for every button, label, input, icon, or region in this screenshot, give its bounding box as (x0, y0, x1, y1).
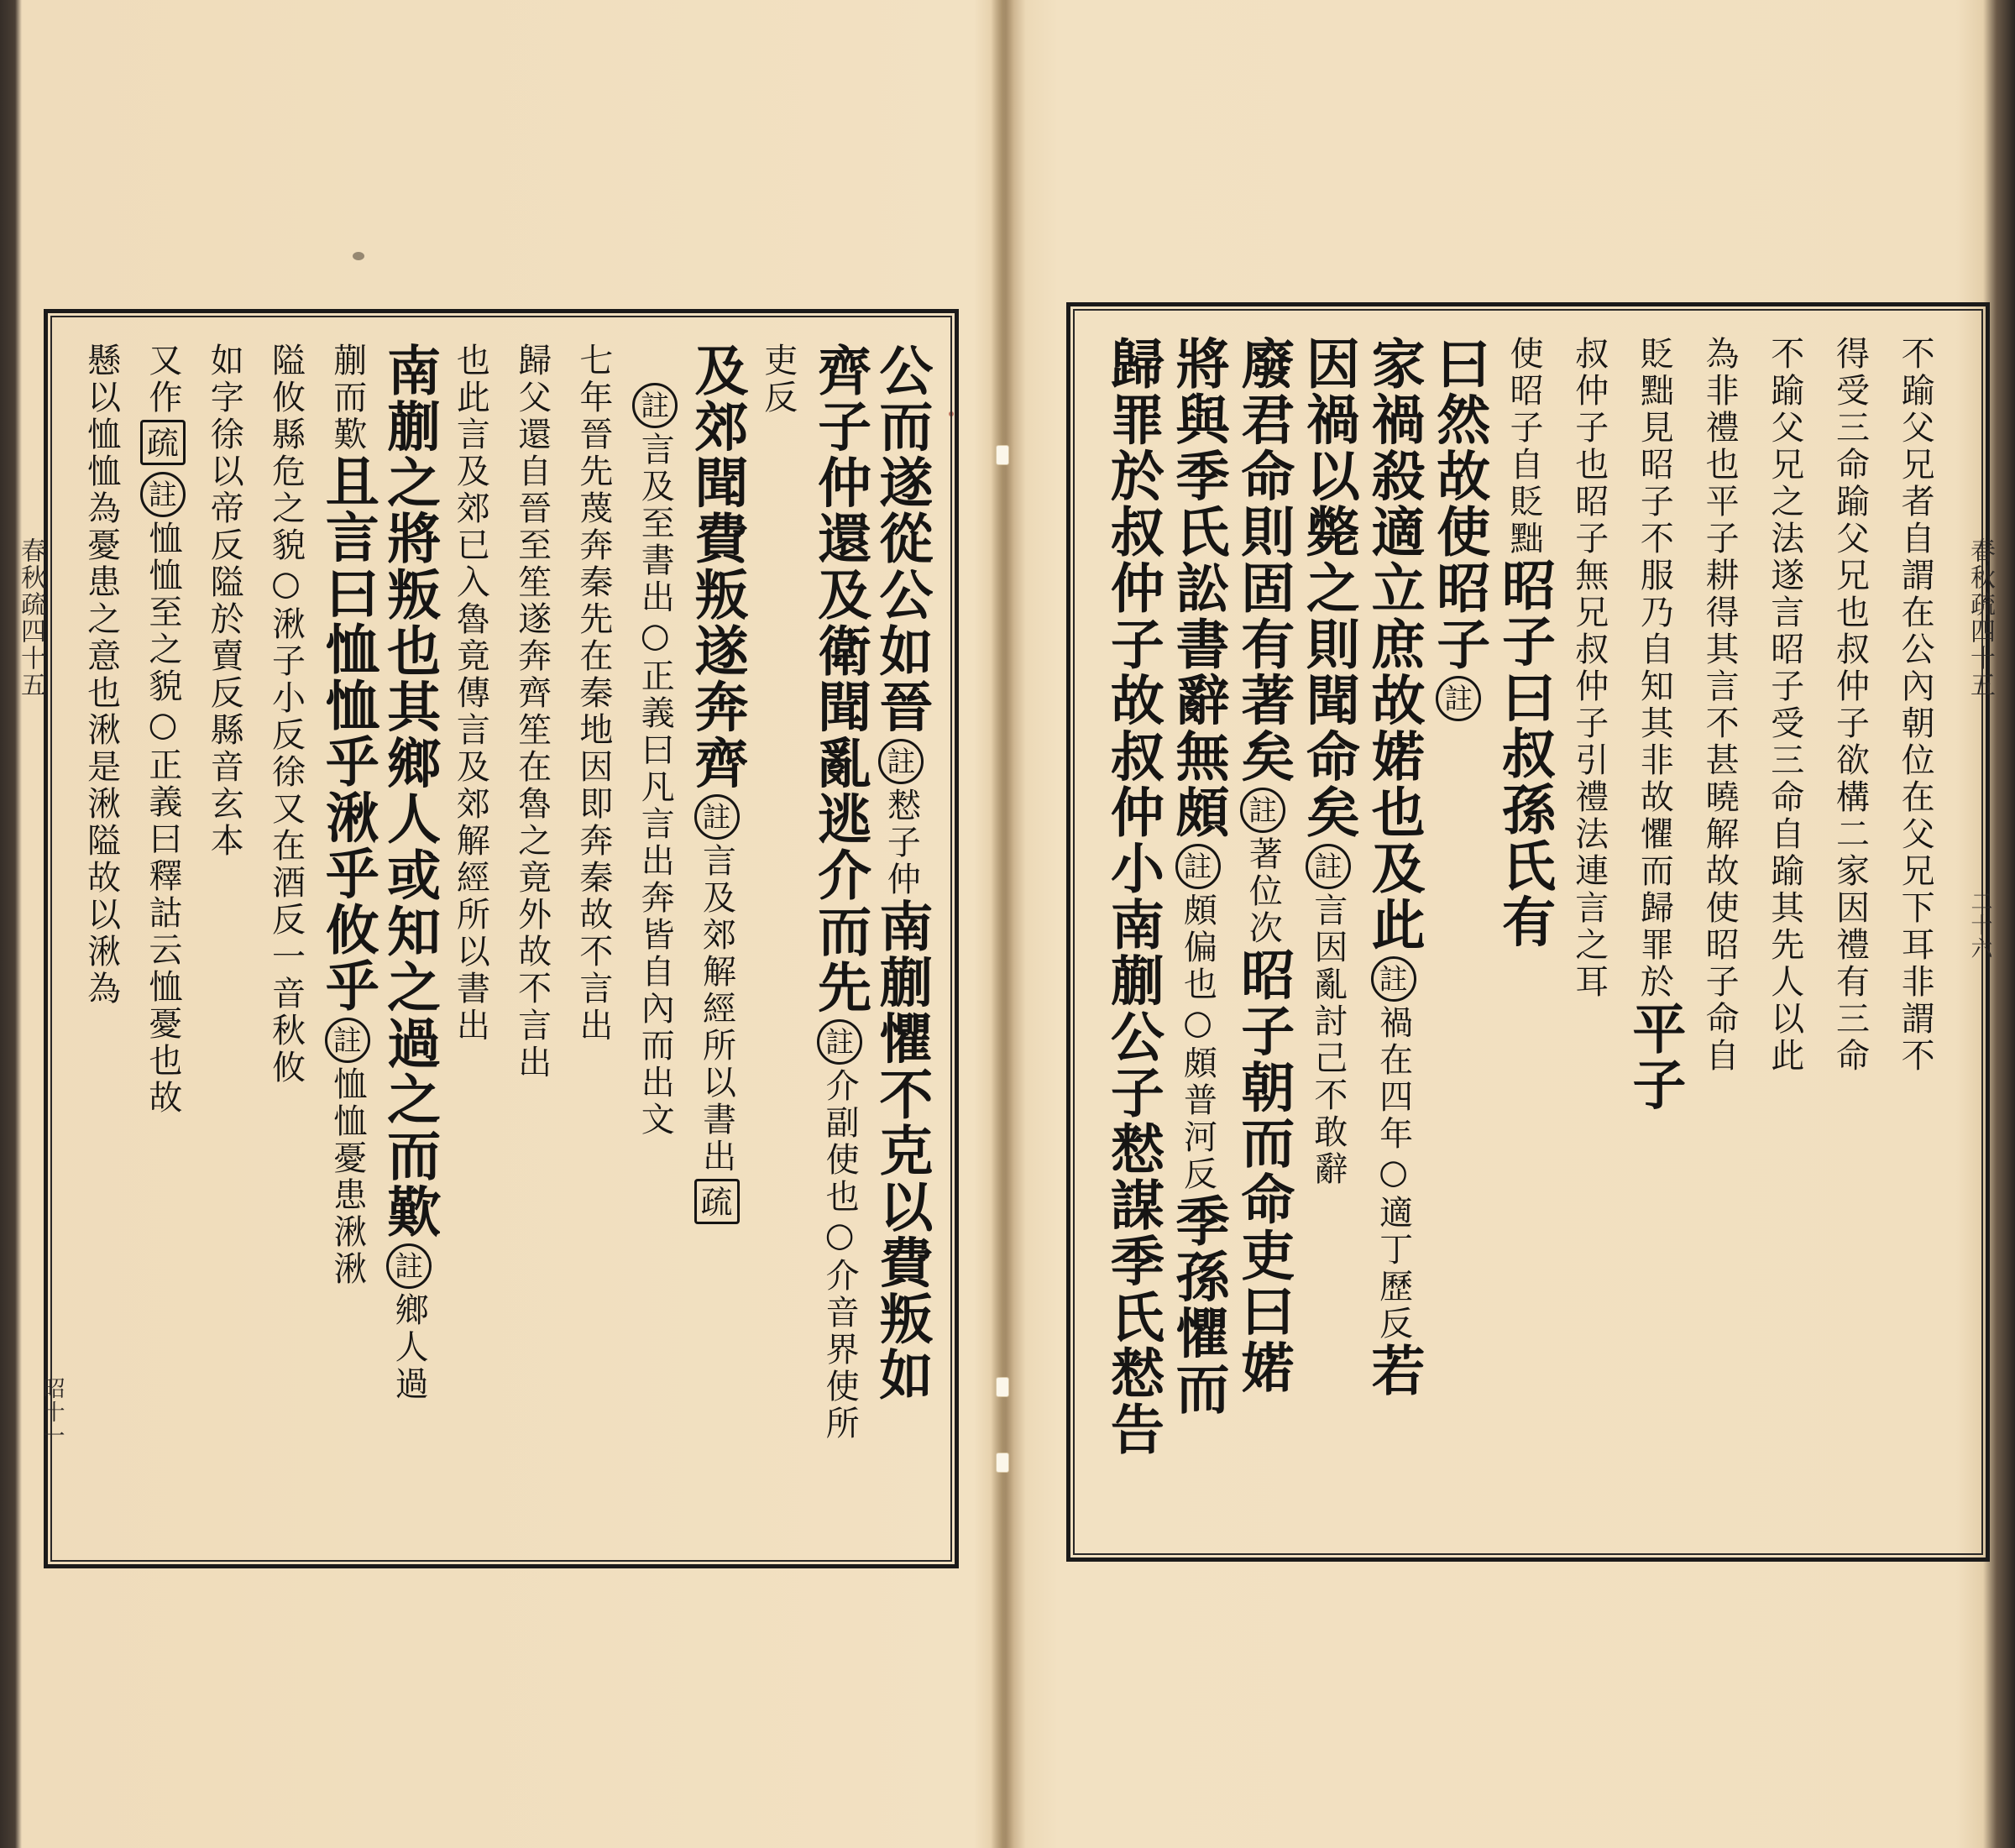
segment-text: 季孫懼而 (1166, 1193, 1230, 1418)
commentary-text-segment (879, 788, 923, 898)
segment-text: 且言曰恤恤乎湫乎攸乎 (316, 453, 379, 1014)
segment-text: 言因亂討己不敢辭 (1308, 893, 1348, 1189)
commentary-text-segment (1502, 336, 1546, 558)
commentary-marker: 註 (1371, 956, 1416, 1002)
segment-text: 恤恤至之貌○正義曰釋詁云恤憂也故 (143, 521, 182, 1117)
commentary-marker: 註 (694, 794, 740, 840)
commentary-text-segment (1828, 336, 1871, 1075)
commentary-marker: 註 (632, 383, 678, 428)
segment-text: 蒯而歎 (327, 343, 367, 453)
segment-text: 齊子仲還及衛聞亂逃介而先 (809, 343, 872, 1016)
segment-text: 如字徐以帝反隘於賣反縣音玄本 (205, 343, 244, 860)
segment-text: 得受三命踰父兄也叔仲子欲構二家因禮有三命 (1830, 336, 1870, 1075)
main-text-segment (1230, 947, 1295, 1395)
text-column (745, 343, 812, 1543)
segment-text: 使昭子自貶黜 (1505, 336, 1543, 558)
segment-text: 為非禮也平子耕得其言不甚曉解故使昭子命自 (1700, 336, 1740, 1075)
main-text-segment (1491, 558, 1557, 950)
main-text-segment (1361, 336, 1426, 953)
text-column (1620, 336, 1688, 1537)
segment-text: 慭子仲 (882, 787, 921, 898)
segment-text: 歸父還自晉至笙遂奔齊笙在魯之竟外故不言出 (512, 343, 552, 1081)
segment-text: 南蒯懼不克以費叛如 (870, 898, 934, 1403)
subcommentary-marker: 疏 (140, 420, 186, 465)
right-page-edge-label: 春秋疏四十五 (1965, 537, 1995, 699)
segment-text: 歸罪於叔仲子故叔仲小南蒯公子慭謀季氏慭告 (1101, 336, 1165, 1458)
right-page (1008, 0, 2015, 1848)
text-column (1816, 336, 1883, 1537)
main-text-segment (1621, 1001, 1687, 1113)
commentary-text-segment (818, 1068, 861, 1442)
commentary-marker: 註 (325, 1018, 370, 1063)
segment-text: 及郊聞費叛遂奔齊 (685, 343, 749, 792)
commentary-text-segment (387, 1292, 431, 1403)
text-column (1360, 336, 1427, 1537)
segment-text: 廢君命則固有著矣 (1232, 336, 1295, 785)
main-text-segment (1295, 336, 1361, 840)
text-column (1099, 336, 1166, 1537)
commentary-text-segment (695, 843, 739, 1175)
left-page (0, 0, 999, 1848)
commentary-marker: 註 (878, 739, 924, 784)
text-column (253, 343, 320, 1543)
commentary-marker: 註 (386, 1243, 432, 1289)
text-column (1556, 336, 1623, 1537)
segment-text: 南蒯之將叛也其鄉人或知之過之而歎 (378, 343, 442, 1240)
text-column (1295, 336, 1362, 1537)
text-column (867, 343, 934, 1543)
segment-text: 懸 (81, 343, 121, 380)
segment-text: 將與季氏訟書辭無頗 (1166, 336, 1230, 841)
text-column (68, 343, 135, 1543)
commentary-text-segment (1698, 336, 1741, 1075)
text-column (806, 343, 873, 1543)
commentary-text-segment (1763, 336, 1807, 1075)
commentary-marker: 註 (1306, 844, 1351, 889)
commentary-marker: 註 (1436, 676, 1481, 721)
text-column (437, 343, 504, 1543)
segment-text: 家禍殺適立庶故婼也及此 (1362, 336, 1426, 953)
text-column (683, 343, 751, 1543)
commentary-text-segment (1176, 893, 1220, 1193)
left-page-footer-label: 昭十一 (39, 1377, 65, 1448)
text-column (1165, 336, 1232, 1537)
text-column (499, 343, 566, 1543)
commentary-text-segment (1306, 893, 1350, 1188)
commentary-text-segment (1568, 336, 1611, 1001)
segment-text: 叔仲子也昭子無兄叔仲子引禮法連言之耳 (1569, 336, 1609, 1001)
text-column (1751, 336, 1819, 1537)
segment-text: 著位次 (1243, 836, 1283, 948)
main-text-segment (1165, 336, 1231, 840)
text-column (560, 343, 627, 1543)
main-text-segment (376, 343, 442, 1240)
segment-text: 以恤恤為憂患之意也湫是湫隘故以湫為 (81, 380, 121, 1008)
main-text-segment (684, 343, 750, 791)
segment-text: 昭子朝而命吏曰婼 (1232, 947, 1295, 1396)
segment-text: 平子 (1623, 1001, 1687, 1113)
commentary-text-segment (1893, 336, 1937, 1075)
main-text-segment (868, 898, 934, 1403)
commentary-text-segment (141, 343, 185, 416)
main-text-segment (1361, 1343, 1426, 1399)
text-column (129, 343, 196, 1543)
commentary-text-segment (572, 343, 615, 1044)
commentary-text-segment (448, 343, 492, 1044)
text-column (191, 343, 258, 1543)
segment-text: 吏反 (758, 343, 798, 416)
segment-text: 因禍以斃之則聞命矣 (1296, 336, 1360, 841)
segment-text: 言及郊解經所以書出 (697, 843, 736, 1176)
main-text-segment (1426, 336, 1491, 673)
commentary-text-segment (510, 343, 554, 1081)
segment-text: 頗偏也○頗普河反 (1178, 893, 1217, 1194)
commentary-text-segment (756, 343, 800, 416)
commentary-text-segment (202, 343, 246, 860)
main-text-segment (1100, 336, 1165, 1458)
commentary-marker: 註 (1240, 788, 1285, 833)
commentary-text-segment (80, 380, 123, 1008)
segment-text: 不踰父兄者自謂在公內朝位在父兄下耳非謂不 (1896, 336, 1935, 1075)
text-column (1882, 336, 1949, 1537)
left-page-edge-label: 春秋疏四十五 (16, 537, 45, 699)
commentary-text-segment (80, 343, 123, 380)
commentary-text-segment (633, 432, 677, 1139)
main-text-segment (1230, 336, 1295, 784)
main-text-segment (315, 453, 380, 1014)
commentary-text-segment (1241, 836, 1285, 947)
segment-text: 公而遂從公如晉 (870, 343, 934, 736)
commentary-text-segment (141, 521, 185, 1117)
commentary-text-segment (326, 1066, 369, 1288)
segment-text: 貶黜見昭子不服乃自知其非故懼而歸罪於 (1635, 336, 1674, 1001)
segment-text: 言及至書出○正義曰凡言出奔皆自內而出文 (636, 432, 675, 1139)
segment-text: 禍在四年○適丁歷反 (1374, 1004, 1413, 1343)
segment-text: 昭子曰叔孫氏有 (1493, 558, 1556, 950)
commentary-marker: 註 (817, 1019, 862, 1065)
right-page-footer-label: 二十六 (1967, 890, 1992, 961)
commentary-text-segment (1372, 1005, 1416, 1343)
text-column (375, 343, 442, 1543)
segment-text: 隘攸縣危之貌○湫子小反徐又在酒反一音秋攸 (266, 343, 306, 1086)
segment-text: 介副使也○介音界使所 (820, 1067, 860, 1442)
commentary-marker: 註 (140, 472, 186, 517)
segment-text: 若 (1362, 1342, 1426, 1399)
commentary-text-segment (326, 343, 369, 453)
commentary-text-segment (264, 343, 308, 1086)
main-text-segment (868, 343, 934, 736)
segment-text: 又作 (143, 343, 182, 416)
text-column (314, 343, 381, 1543)
commentary-marker: 註 (1175, 844, 1221, 889)
text-column (1490, 336, 1557, 1537)
text-column (621, 343, 688, 1543)
segment-text: 鄉人過 (390, 1291, 429, 1403)
main-text-segment (1165, 1193, 1231, 1417)
segment-text: 曰然故使昭子 (1427, 336, 1491, 673)
subcommentary-marker: 疏 (694, 1179, 740, 1224)
text-column (1229, 336, 1296, 1537)
segment-text: 不踰父兄之法遂言昭子受三命自踰其先人以此 (1765, 336, 1804, 1075)
segment-text: 也此言及郊已入魯竟傳言及郊解經所以書出 (451, 343, 490, 1044)
segment-text: 恤恤憂患湫湫 (327, 1066, 367, 1288)
text-column (1686, 336, 1753, 1537)
text-column (1425, 336, 1492, 1537)
main-text-segment (807, 343, 872, 1016)
commentary-text-segment (1632, 336, 1676, 1001)
segment-text: 七年晉先蔑奔秦先在秦地因即奔秦故不言出 (573, 343, 613, 1044)
